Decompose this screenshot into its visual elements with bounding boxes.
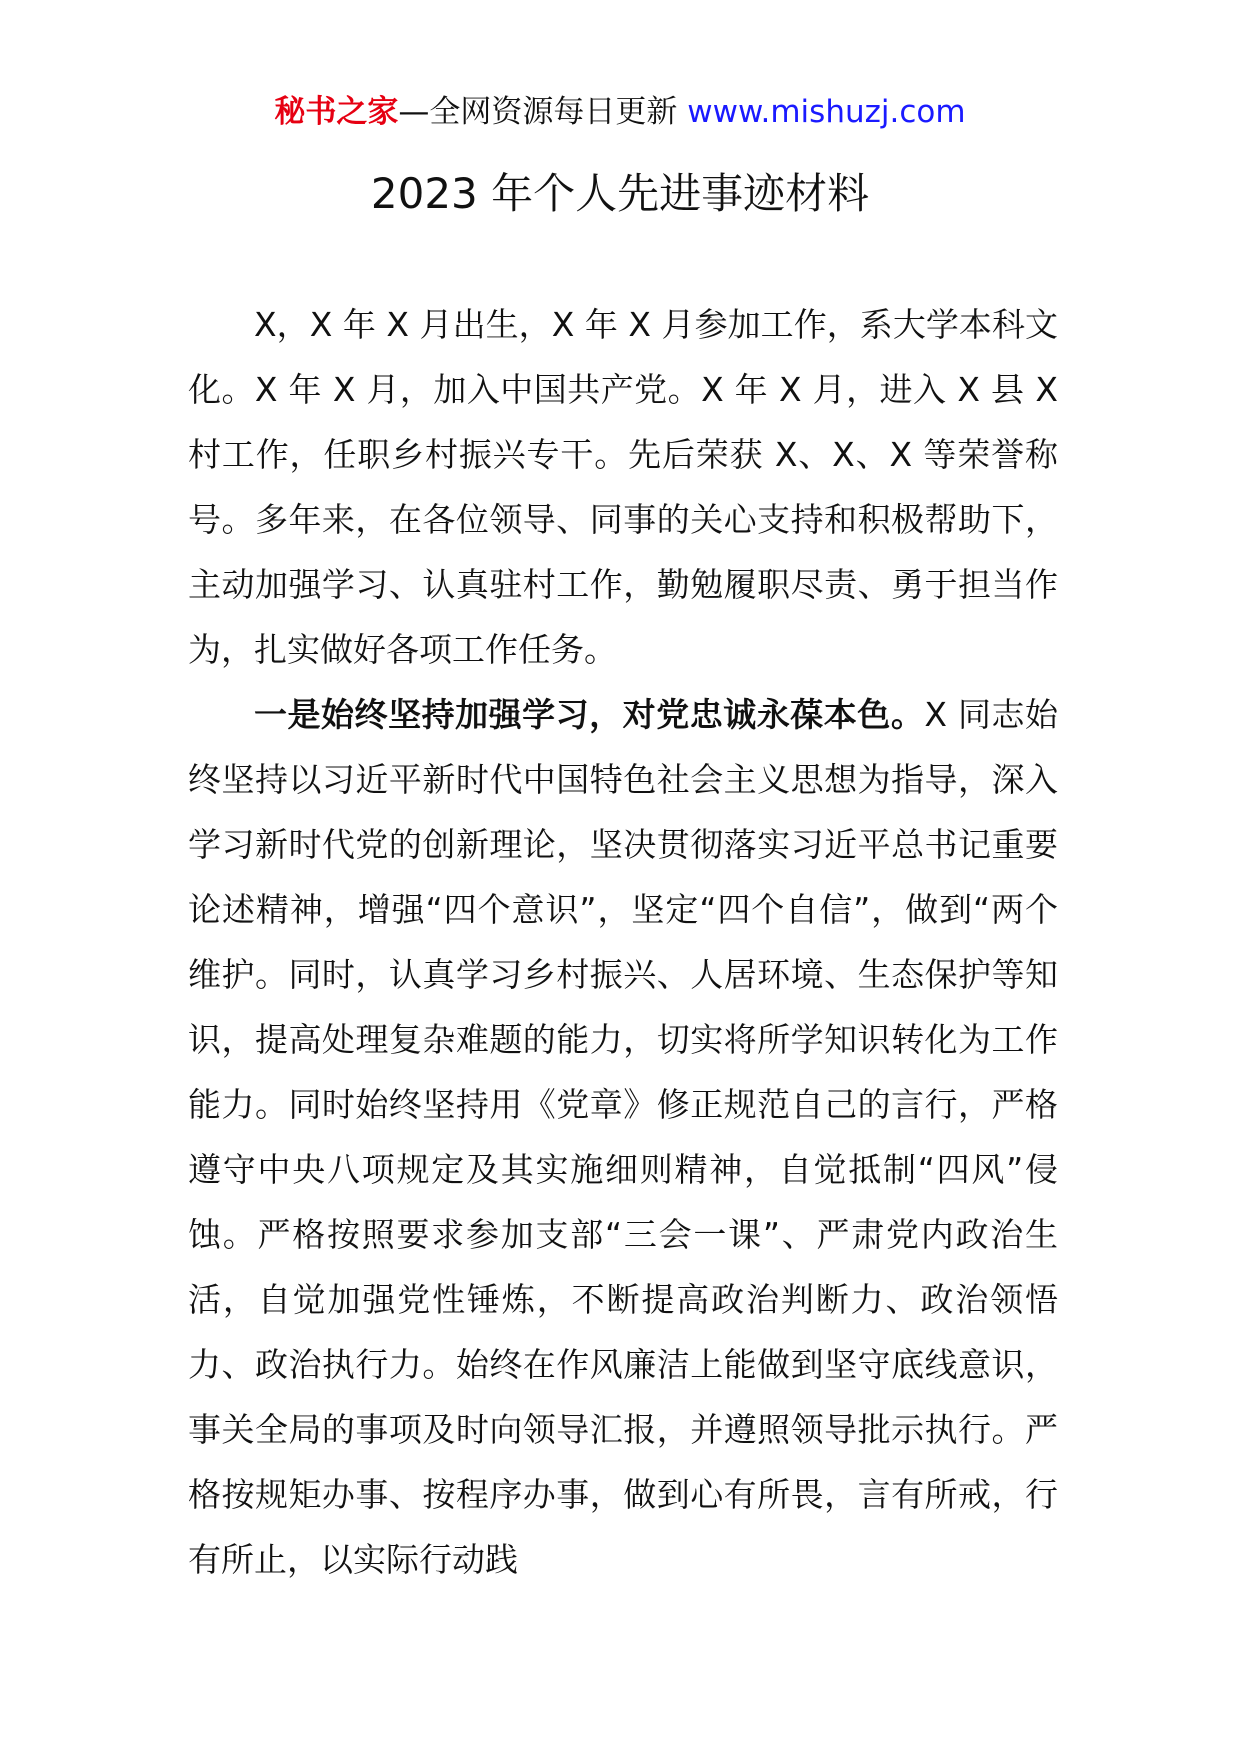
- paragraph-text: X 同志始终坚持以习近平新时代中国特色社会主义思想为指导，深入学习新时代党的创新理论，坚决贯彻落实习近平总书记重要论述精神，增强“四个意识”，坚定“四个自信”，做到“两个维护。同时，认真学习乡村振兴、人居环境、生态保护等知识，提高处理复杂难题的能力，切实将所学知识转化为工作能力。同时始终坚持用《党章》修正规范自己的言行，严格遵守中央八项规定及其实施细则精神，自觉抵制“四风”侵蚀。严格按照要求参加支部“三会一课”、严肃党内政治生活，自觉加强党性锤炼，不断提高政治判断力、政治领悟力、政治执行力。始终在作风廉洁上能做到坚守底线意识，事关全局的事项及时向领导汇报，并遵照领导批示执行。严格按规矩办事、按程序办事，做到心有所畏，言有所戒，行有所止，以实际行动践: [188, 695, 1058, 1579]
- brand-name: 秘书之家: [274, 94, 399, 130]
- document-body: [188, 292, 1058, 1592]
- paragraph-intro: [188, 292, 1058, 682]
- paragraph-text: X，X 年 X 月出生，X 年 X 月参加工作，系大学本科文化。X 年 X 月，加入中国共产党。X 年 X 月，进入 X 县 X 村工作，任职乡村振兴专干。先后荣获 X、X、X 等荣誉称号。多年来，在各位领导、同事的关心支持和积极帮助下，主动加强学习、认真驻村工作，勤勉履职尽责、勇于担当作为，扎实做好各项工作任务。: [188, 305, 1058, 669]
- paragraph-lead: 一是始终坚持加强学习，对党忠诚永葆本色。: [254, 695, 925, 734]
- header-tagline: —全网资源每日更新: [398, 94, 688, 130]
- site-url-link[interactable]: www.mishuzj.com: [687, 94, 966, 130]
- paragraph-section-one: [188, 682, 1058, 1592]
- watermark-header: [0, 90, 1240, 134]
- document-title: 2023 年个人先进事迹材料: [370, 169, 870, 218]
